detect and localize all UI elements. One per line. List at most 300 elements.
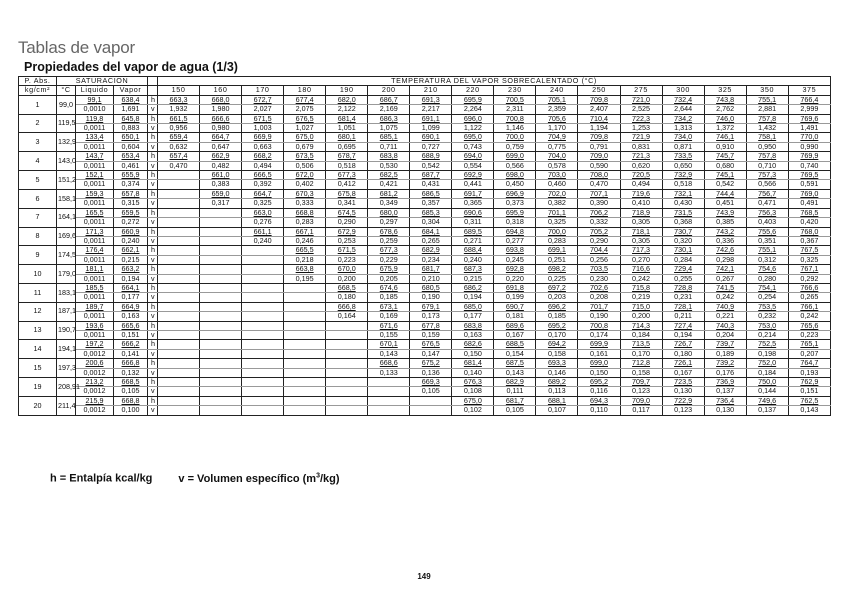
enthalpy-value-cell: 726,1 xyxy=(662,359,704,368)
table-row xyxy=(19,406,831,415)
enthalpy-value-cell: 723,5 xyxy=(662,378,704,387)
enthalpy-value-cell: 730,7 xyxy=(662,227,704,236)
volume-value-cell: 0,336 xyxy=(704,236,746,245)
enthalpy-value-cell: 671,6 xyxy=(368,321,410,330)
volume-value-cell: 2,311 xyxy=(494,105,536,114)
volume-value-cell: 0,367 xyxy=(788,236,830,245)
enthalpy-symbol: h xyxy=(148,95,158,104)
enthalpy-value-cell: 690,6 xyxy=(452,208,494,217)
volume-value-cell: 0,218 xyxy=(284,255,326,264)
enthalpy-value-cell: 745,1 xyxy=(704,171,746,180)
volume-value-cell: 0,950 xyxy=(746,142,788,151)
volume-value-cell xyxy=(368,406,410,415)
volume-value-cell: 0,189 xyxy=(704,349,746,358)
pressure-cell: 13 xyxy=(19,321,57,340)
legend-enthalpy: h = Entalpía kcal/kg xyxy=(50,472,153,485)
temperature-header: 375 xyxy=(788,86,830,95)
volume-value-cell: 0,200 xyxy=(620,312,662,321)
volume-value-cell: 0,267 xyxy=(704,274,746,283)
enthalpy-value-cell xyxy=(200,302,242,311)
enthalpy-symbol: h xyxy=(148,152,158,161)
enthalpy-value-cell: 734,0 xyxy=(662,133,704,142)
volume-value-cell: 0,151 xyxy=(788,387,830,396)
enthalpy-value-cell: 750,0 xyxy=(746,378,788,387)
enthalpy-value-cell: 694,0 xyxy=(452,152,494,161)
enthalpy-value-cell: 733,5 xyxy=(662,152,704,161)
volume-value-cell: 0,284 xyxy=(662,255,704,264)
volume-value-cell: 0,117 xyxy=(620,406,662,415)
enthalpy-value-cell xyxy=(200,321,242,330)
enthalpy-value-cell: 704,4 xyxy=(578,246,620,255)
enthalpy-value-cell: 695,2 xyxy=(578,378,620,387)
volume-value-cell: 0,680 xyxy=(704,161,746,170)
liquid-volume-cell: 0,0011 xyxy=(76,218,114,227)
volume-value-cell: 1,099 xyxy=(410,124,452,133)
volume-value-cell: 2,169 xyxy=(368,105,410,114)
pressure-header: P. Abs. xyxy=(19,77,57,86)
enthalpy-value-cell: 717,3 xyxy=(620,246,662,255)
enthalpy-value-cell: 678,6 xyxy=(368,227,410,236)
pressure-cell: 14 xyxy=(19,340,57,359)
enthalpy-value-cell: 749,6 xyxy=(746,396,788,405)
volume-value-cell: 1,122 xyxy=(452,124,494,133)
enthalpy-value-cell: 698,2 xyxy=(536,265,578,274)
enthalpy-value-cell: 670,3 xyxy=(284,189,326,198)
vapor-enthalpy-cell: 664,1 xyxy=(114,283,148,292)
volume-value-cell: 0,185 xyxy=(536,312,578,321)
liquid-volume-cell: 0,0012 xyxy=(76,387,114,396)
liquid-volume-cell: 0,0011 xyxy=(76,255,114,264)
enthalpy-value-cell: 688,4 xyxy=(452,246,494,255)
volume-value-cell: 0,133 xyxy=(368,368,410,377)
enthalpy-value-cell: 694,8 xyxy=(494,227,536,236)
saturation-temp-cell: 211,4 xyxy=(57,396,76,415)
volume-value-cell: 0,494 xyxy=(620,180,662,189)
vapor-enthalpy-cell: 660,9 xyxy=(114,227,148,236)
enthalpy-value-cell: 736,4 xyxy=(704,396,746,405)
enthalpy-value-cell: 680,1 xyxy=(326,133,368,142)
liquid-enthalpy-cell: 213,2 xyxy=(76,378,114,387)
volume-value-cell: 2,075 xyxy=(284,105,326,114)
volume-value-cell: 0,219 xyxy=(620,293,662,302)
legend xyxy=(50,472,340,485)
volume-value-cell: 0,325 xyxy=(788,255,830,264)
saturation-temp-cell: 158,1 xyxy=(57,189,76,208)
volume-value-cell: 1,027 xyxy=(284,124,326,133)
volume-value-cell xyxy=(158,218,200,227)
enthalpy-value-cell: 669,9 xyxy=(242,133,284,142)
volume-value-cell: 0,990 xyxy=(788,142,830,151)
enthalpy-value-cell: 694,3 xyxy=(578,396,620,405)
volume-value-cell: 0,341 xyxy=(326,199,368,208)
enthalpy-value-cell: 675,0 xyxy=(452,396,494,405)
volume-symbol: v xyxy=(148,293,158,302)
liquid-enthalpy-cell: 197,2 xyxy=(76,340,114,349)
pressure-unit: kg/cm² xyxy=(19,86,57,95)
enthalpy-symbol: h xyxy=(148,265,158,274)
enthalpy-value-cell: 690,1 xyxy=(410,133,452,142)
enthalpy-value-cell: 664,7 xyxy=(242,189,284,198)
enthalpy-value-cell: 685,1 xyxy=(368,133,410,142)
volume-value-cell: 0,251 xyxy=(536,255,578,264)
liquid-volume-cell: 0,0011 xyxy=(76,236,114,245)
enthalpy-value-cell: 728,1 xyxy=(662,302,704,311)
volume-value-cell: 0,542 xyxy=(410,161,452,170)
volume-value-cell: 2,027 xyxy=(242,105,284,114)
enthalpy-value-cell xyxy=(326,359,368,368)
volume-symbol: v xyxy=(148,199,158,208)
volume-value-cell xyxy=(158,274,200,283)
volume-value-cell: 0,402 xyxy=(284,180,326,189)
enthalpy-value-cell: 672,0 xyxy=(284,171,326,180)
volume-value-cell: 0,231 xyxy=(662,293,704,302)
volume-value-cell: 0,167 xyxy=(662,368,704,377)
enthalpy-value-cell: 755,6 xyxy=(746,227,788,236)
volume-value-cell: 0,494 xyxy=(242,161,284,170)
enthalpy-value-cell: 701,1 xyxy=(536,208,578,217)
volume-value-cell: 0,147 xyxy=(410,349,452,358)
volume-value-cell: 0,203 xyxy=(536,293,578,302)
enthalpy-value-cell: 736,9 xyxy=(704,378,746,387)
enthalpy-symbol: h xyxy=(148,359,158,368)
volume-value-cell: 0,230 xyxy=(578,274,620,283)
liquid-volume-cell: 0,0011 xyxy=(76,312,114,321)
enthalpy-value-cell: 688,1 xyxy=(536,396,578,405)
volume-value-cell: 0,259 xyxy=(368,236,410,245)
enthalpy-value-cell: 662,9 xyxy=(200,152,242,161)
enthalpy-value-cell: 668,6 xyxy=(368,359,410,368)
enthalpy-value-cell: 701,7 xyxy=(578,302,620,311)
volume-value-cell: 0,176 xyxy=(704,368,746,377)
volume-value-cell: 0,871 xyxy=(662,142,704,151)
volume-value-cell: 0,177 xyxy=(452,312,494,321)
volume-value-cell: 0,170 xyxy=(620,349,662,358)
enthalpy-value-cell: 740,3 xyxy=(704,321,746,330)
enthalpy-value-cell: 683,8 xyxy=(452,321,494,330)
enthalpy-value-cell: 686,7 xyxy=(368,95,410,104)
volume-value-cell: 0,518 xyxy=(326,161,368,170)
enthalpy-value-cell: 731,5 xyxy=(662,208,704,217)
liquid-volume-cell: 0,0011 xyxy=(76,161,114,170)
pressure-cell: 8 xyxy=(19,227,57,246)
volume-value-cell: 0,325 xyxy=(242,199,284,208)
enthalpy-value-cell xyxy=(158,302,200,311)
volume-value-cell: 0,123 xyxy=(662,406,704,415)
enthalpy-value-cell: 681,7 xyxy=(494,396,536,405)
enthalpy-value-cell: 682,9 xyxy=(494,378,536,387)
volume-value-cell xyxy=(284,406,326,415)
enthalpy-value-cell: 732,4 xyxy=(662,95,704,104)
enthalpy-value-cell: 661,5 xyxy=(158,114,200,123)
enthalpy-value-cell: 686,3 xyxy=(368,114,410,123)
volume-value-cell: 1,170 xyxy=(536,124,578,133)
table-row xyxy=(19,180,831,189)
enthalpy-value-cell: 722,3 xyxy=(620,114,662,123)
enthalpy-value-cell xyxy=(200,396,242,405)
enthalpy-symbol: h xyxy=(148,283,158,292)
temperature-header: 170 xyxy=(242,86,284,95)
symbol-header-blank-2 xyxy=(148,86,158,95)
volume-value-cell: 0,482 xyxy=(200,161,242,170)
enthalpy-value-cell xyxy=(242,340,284,349)
temperature-header: 350 xyxy=(746,86,788,95)
vapor-enthalpy-cell: 645,8 xyxy=(114,114,148,123)
volume-value-cell xyxy=(284,312,326,321)
enthalpy-value-cell xyxy=(368,396,410,405)
enthalpy-value-cell: 758,1 xyxy=(746,133,788,142)
liquid-volume-cell: 0,0011 xyxy=(76,142,114,151)
temperature-header: 190 xyxy=(326,86,368,95)
volume-value-cell: 0,158 xyxy=(620,368,662,377)
table-row xyxy=(19,359,831,368)
enthalpy-value-cell: 671,5 xyxy=(242,114,284,123)
enthalpy-value-cell: 718,1 xyxy=(620,227,662,236)
volume-value-cell: 0,194 xyxy=(662,330,704,339)
enthalpy-value-cell: 679,1 xyxy=(410,302,452,311)
volume-value-cell: 0,710 xyxy=(746,161,788,170)
volume-value-cell: 0,412 xyxy=(326,180,368,189)
table-row xyxy=(19,396,831,405)
temperature-header: 275 xyxy=(620,86,662,95)
enthalpy-value-cell: 734,2 xyxy=(662,114,704,123)
saturation-temp-cell: 143,0 xyxy=(57,152,76,171)
vapor-enthalpy-cell: 664,9 xyxy=(114,302,148,311)
enthalpy-value-cell: 699,0 xyxy=(578,359,620,368)
volume-value-cell: 0,451 xyxy=(704,199,746,208)
volume-value-cell: 1,075 xyxy=(368,124,410,133)
enthalpy-symbol: h xyxy=(148,340,158,349)
enthalpy-value-cell: 685,3 xyxy=(410,208,452,217)
volume-value-cell: 2,264 xyxy=(452,105,494,114)
volume-value-cell: 0,255 xyxy=(662,274,704,283)
volume-value-cell xyxy=(158,406,200,415)
volume-value-cell: 0,190 xyxy=(410,293,452,302)
volume-value-cell: 0,199 xyxy=(494,293,536,302)
volume-value-cell: 1,194 xyxy=(578,124,620,133)
liquid-volume-cell: 0,0011 xyxy=(76,274,114,283)
saturation-temp-cell: 179,0 xyxy=(57,265,76,284)
volume-value-cell: 0,383 xyxy=(200,180,242,189)
enthalpy-value-cell: 680,5 xyxy=(410,283,452,292)
enthalpy-value-cell: 765,1 xyxy=(788,340,830,349)
volume-value-cell: 0,392 xyxy=(242,180,284,189)
enthalpy-value-cell: 753,0 xyxy=(746,321,788,330)
volume-value-cell: 2,122 xyxy=(326,105,368,114)
volume-value-cell xyxy=(200,274,242,283)
volume-value-cell: 0,105 xyxy=(494,406,536,415)
enthalpy-value-cell xyxy=(284,378,326,387)
enthalpy-symbol: h xyxy=(148,189,158,198)
enthalpy-value-cell xyxy=(158,321,200,330)
enthalpy-value-cell: 703,0 xyxy=(536,171,578,180)
volume-value-cell: 0,137 xyxy=(746,406,788,415)
volume-value-cell: 2,762 xyxy=(704,105,746,114)
volume-value-cell: 0,223 xyxy=(788,330,830,339)
volume-value-cell xyxy=(200,349,242,358)
volume-value-cell xyxy=(242,274,284,283)
table-row xyxy=(19,199,831,208)
volume-value-cell: 0,164 xyxy=(326,312,368,321)
volume-value-cell: 0,174 xyxy=(578,330,620,339)
volume-value-cell: 0,332 xyxy=(578,218,620,227)
enthalpy-value-cell xyxy=(242,283,284,292)
enthalpy-value-cell: 676,3 xyxy=(452,378,494,387)
enthalpy-value-cell xyxy=(242,265,284,274)
enthalpy-value-cell: 671,5 xyxy=(326,246,368,255)
volume-value-cell: 1,491 xyxy=(788,124,830,133)
vapor-volume-cell: 0,240 xyxy=(114,236,148,245)
volume-symbol: v xyxy=(148,180,158,189)
volume-value-cell xyxy=(326,349,368,358)
volume-value-cell: 0,620 xyxy=(620,161,662,170)
page-number: 149 xyxy=(417,572,431,581)
enthalpy-value-cell: 767,5 xyxy=(788,246,830,255)
volume-value-cell xyxy=(242,368,284,377)
enthalpy-value-cell: 709,7 xyxy=(620,378,662,387)
vapor-enthalpy-cell: 653,4 xyxy=(114,152,148,161)
enthalpy-value-cell: 691,8 xyxy=(494,283,536,292)
enthalpy-value-cell: 742,6 xyxy=(704,246,746,255)
volume-value-cell xyxy=(200,368,242,377)
volume-value-cell: 0,470 xyxy=(158,161,200,170)
pressure-cell: 20 xyxy=(19,396,57,415)
saturation-temp-cell: 190,7 xyxy=(57,321,76,340)
enthalpy-value-cell: 696,2 xyxy=(536,302,578,311)
volume-value-cell: 0,223 xyxy=(326,255,368,264)
volume-value-cell: 0,956 xyxy=(158,124,200,133)
enthalpy-value-cell: 659,4 xyxy=(158,133,200,142)
enthalpy-value-cell: 695,9 xyxy=(452,95,494,104)
volume-value-cell: 0,312 xyxy=(746,255,788,264)
enthalpy-symbol: h xyxy=(148,321,158,330)
volume-value-cell xyxy=(200,330,242,339)
volume-value-cell: 1,432 xyxy=(746,124,788,133)
volume-value-cell: 0,181 xyxy=(494,312,536,321)
enthalpy-value-cell: 674,6 xyxy=(368,283,410,292)
volume-value-cell xyxy=(242,406,284,415)
enthalpy-value-cell: 757,3 xyxy=(746,171,788,180)
enthalpy-value-cell xyxy=(200,227,242,236)
volume-value-cell: 0,159 xyxy=(410,330,452,339)
volume-value-cell xyxy=(242,330,284,339)
saturation-temp-cell: 174,5 xyxy=(57,246,76,265)
pressure-cell: 1 xyxy=(19,95,57,114)
volume-value-cell xyxy=(200,218,242,227)
enthalpy-value-cell: 720,5 xyxy=(620,171,662,180)
vapor-volume-cell: 0,883 xyxy=(114,124,148,133)
volume-value-cell: 0,130 xyxy=(704,406,746,415)
enthalpy-value-cell: 678,7 xyxy=(326,152,368,161)
volume-value-cell xyxy=(326,368,368,377)
pressure-cell: 6 xyxy=(19,189,57,208)
volume-value-cell: 0,198 xyxy=(746,349,788,358)
enthalpy-value-cell: 677,8 xyxy=(410,321,452,330)
enthalpy-symbol: h xyxy=(148,227,158,236)
volume-value-cell: 0,542 xyxy=(704,180,746,189)
volume-value-cell: 0,650 xyxy=(662,161,704,170)
enthalpy-value-cell: 684,1 xyxy=(410,227,452,236)
enthalpy-value-cell: 754,1 xyxy=(746,283,788,292)
enthalpy-value-cell: 768,5 xyxy=(788,208,830,217)
enthalpy-value-cell: 700,5 xyxy=(494,95,536,104)
enthalpy-symbol: h xyxy=(148,302,158,311)
enthalpy-value-cell: 732,1 xyxy=(662,189,704,198)
enthalpy-symbol: h xyxy=(148,378,158,387)
enthalpy-value-cell: 722,9 xyxy=(662,396,704,405)
enthalpy-value-cell: 718,9 xyxy=(620,208,662,217)
enthalpy-value-cell xyxy=(326,340,368,349)
enthalpy-value-cell: 682,0 xyxy=(326,95,368,104)
volume-symbol: v xyxy=(148,406,158,415)
volume-value-cell: 0,246 xyxy=(284,236,326,245)
enthalpy-value-cell xyxy=(410,396,452,405)
volume-symbol: v xyxy=(148,274,158,283)
enthalpy-value-cell: 689,6 xyxy=(494,321,536,330)
enthalpy-value-cell xyxy=(284,302,326,311)
enthalpy-value-cell: 705,1 xyxy=(536,95,578,104)
volume-value-cell: 0,155 xyxy=(368,330,410,339)
vapor-volume-cell: 0,132 xyxy=(114,368,148,377)
enthalpy-value-cell: 732,9 xyxy=(662,171,704,180)
volume-value-cell: 0,349 xyxy=(368,199,410,208)
volume-value-cell: 0,184 xyxy=(746,368,788,377)
enthalpy-value-cell: 693,8 xyxy=(494,246,536,255)
volume-value-cell: 1,313 xyxy=(662,124,704,133)
enthalpy-value-cell: 710,4 xyxy=(578,114,620,123)
enthalpy-value-cell: 766,4 xyxy=(788,95,830,104)
enthalpy-value-cell: 676,5 xyxy=(284,114,326,123)
volume-value-cell: 0,759 xyxy=(494,142,536,151)
enthalpy-value-cell: 726,7 xyxy=(662,340,704,349)
enthalpy-value-cell: 764,7 xyxy=(788,359,830,368)
volume-value-cell: 2,999 xyxy=(788,105,830,114)
volume-value-cell: 0,220 xyxy=(494,274,536,283)
enthalpy-value-cell: 694,2 xyxy=(536,340,578,349)
enthalpy-value-cell xyxy=(242,302,284,311)
enthalpy-value-cell: 769,6 xyxy=(788,114,830,123)
enthalpy-value-cell xyxy=(158,171,200,180)
enthalpy-value-cell: 753,5 xyxy=(746,302,788,311)
volume-value-cell xyxy=(158,368,200,377)
volume-value-cell: 0,727 xyxy=(410,142,452,151)
enthalpy-value-cell: 741,5 xyxy=(704,283,746,292)
volume-value-cell: 0,242 xyxy=(620,274,662,283)
volume-value-cell: 0,110 xyxy=(578,406,620,415)
liquid-volume-cell: 0,0011 xyxy=(76,124,114,133)
enthalpy-value-cell xyxy=(158,189,200,198)
liquid-volume-cell: 0,0011 xyxy=(76,293,114,302)
volume-value-cell: 0,632 xyxy=(158,142,200,151)
saturation-temp-cell: 197,3 xyxy=(57,359,76,378)
volume-value-cell: 2,644 xyxy=(662,105,704,114)
enthalpy-value-cell: 670,0 xyxy=(326,265,368,274)
volume-value-cell: 0,431 xyxy=(410,180,452,189)
enthalpy-value-cell: 714,3 xyxy=(620,321,662,330)
volume-value-cell xyxy=(200,312,242,321)
volume-value-cell: 1,253 xyxy=(620,124,662,133)
temperature-header: 160 xyxy=(200,86,242,95)
enthalpy-value-cell: 762,9 xyxy=(788,378,830,387)
superheated-header: TEMPERATURA DEL VAPOR SOBRECALENTADO (°C) xyxy=(158,77,831,86)
volume-value-cell: 0,566 xyxy=(746,180,788,189)
enthalpy-value-cell: 664,7 xyxy=(200,133,242,142)
volume-value-cell: 0,506 xyxy=(284,161,326,170)
enthalpy-value-cell: 693,3 xyxy=(536,359,578,368)
enthalpy-value-cell xyxy=(200,246,242,255)
volume-value-cell xyxy=(200,255,242,264)
enthalpy-value-cell: 691,7 xyxy=(452,189,494,198)
enthalpy-value-cell: 691,1 xyxy=(410,114,452,123)
